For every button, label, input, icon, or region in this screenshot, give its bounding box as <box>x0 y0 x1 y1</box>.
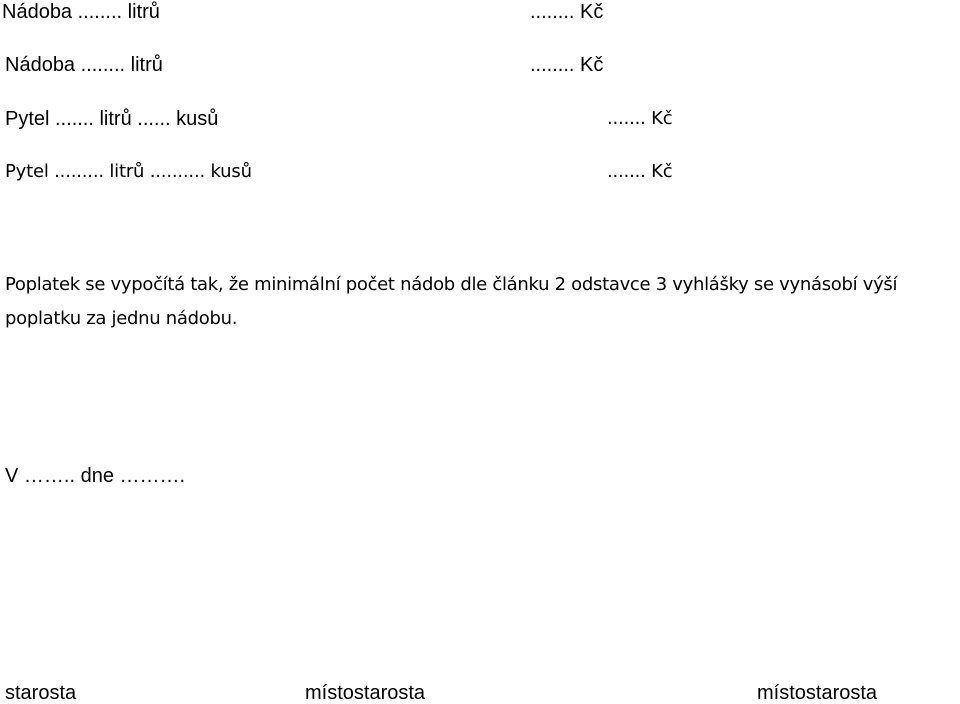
signature-mistostarosta-2: místostarosta <box>757 682 878 704</box>
row-3-item: Pytel ....... litrů ...... kusů <box>5 108 219 130</box>
signature-starosta: starosta <box>5 682 77 704</box>
row-4-price: ....... Kč <box>607 161 673 182</box>
calculation-paragraph: Poplatek se vypočítá tak, že minimální počet nádob dle článku 2 odstavce 3 vyhlášky se vynásobí výší poplatku za jednu nádobu. <box>5 274 898 329</box>
row-3-price: ....... Kč <box>607 108 673 129</box>
row-1-price: ........ Kč <box>530 1 604 23</box>
row-4-item: Pytel ......... litrů .......... kusů <box>5 161 252 182</box>
signature-mistostarosta-1: místostarosta <box>305 682 426 704</box>
place-date-line: V …….. dne ………. <box>5 465 186 487</box>
row-1-item: Nádoba ........ litrů <box>2 1 160 23</box>
row-2-item: Nádoba ........ litrů <box>5 54 163 76</box>
row-2-price: ........ Kč <box>530 54 604 76</box>
